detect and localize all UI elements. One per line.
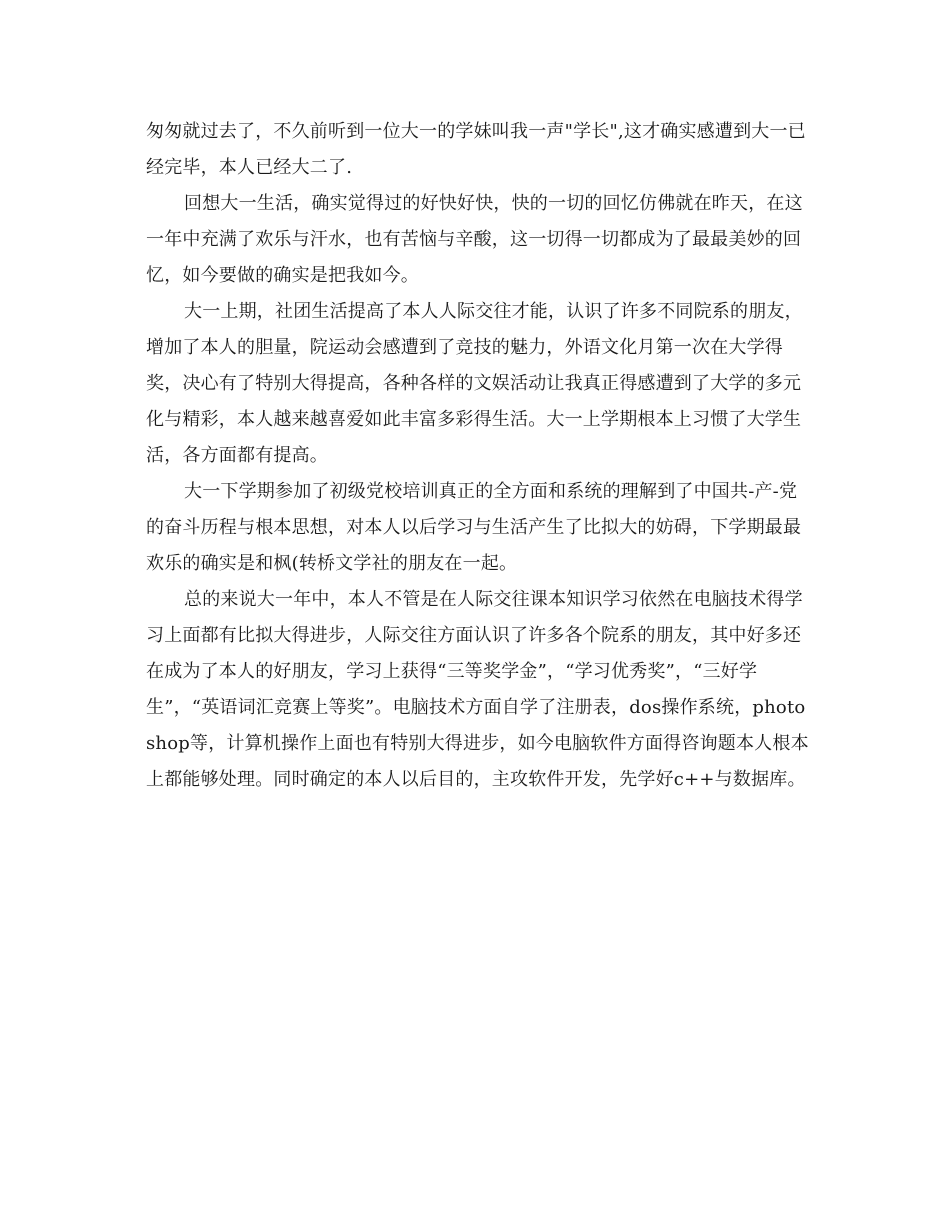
paragraph-summary: 总的来说大一年中，本人不管是在人际交往课本知识学习依然在电脑技术得学习上面都有比拟大得进步，人际交往方面认识了许多各个院系的朋友，其中好多还在成为了本人的好朋友，学习上获得“三等奖学金”，“学习优秀奖”，“三好学生”，“英语词汇竞赛上等奖”。电脑技术方面自学了注册表，dos操作系统，photoshop等，计算机操作上面也有特别大得进步，如今电脑软件方面得咨询题本人根本上都能够处理。同时确定的本人以后目的，主攻软件开发，先学好c++与数据库。 [146,589,809,790]
paragraph-continuation: 匆匆就过去了，不久前听到一位大一的学妹叫我一声"学长",这才确实感遭到大一已经完毕，本人已经大二了. [146,121,806,178]
paragraph-first-semester: 大一上期，社团生活提高了本人人际交往才能，认识了许多不同院系的朋友，增加了本人的胆量，院运动会感遭到了竞技的魅力，外语文化月第一次在大学得奖，决心有了特别大得提高，各种各样的文娱活动让我真正得感遭到了大学的多元化与精彩，本人越来越喜爱如此丰富多彩得生活。大一上学期根本上习惯了大学生活，各方面都有提高。 [146,301,803,466]
paragraph-second-semester: 大一下学期参加了初级党校培训真正的全方面和系统的理解到了中国共-产-党的奋斗历程与根本思想，对本人以后学习与生活产生了比拟大的妨碍，下学期最最欢乐的确实是和枫(转桥文学社的朋友在一起。 [146,481,802,574]
paragraph-recollection: 回想大一生活，确实觉得过的好快好快，快的一切的回忆仿佛就在昨天，在这一年中充满了欢乐与汗水，也有苦恼与辛酸，这一切得一切都成为了最最美妙的回忆，如今要做的确实是把我如今。 [146,193,803,286]
document-body [146,114,814,798]
